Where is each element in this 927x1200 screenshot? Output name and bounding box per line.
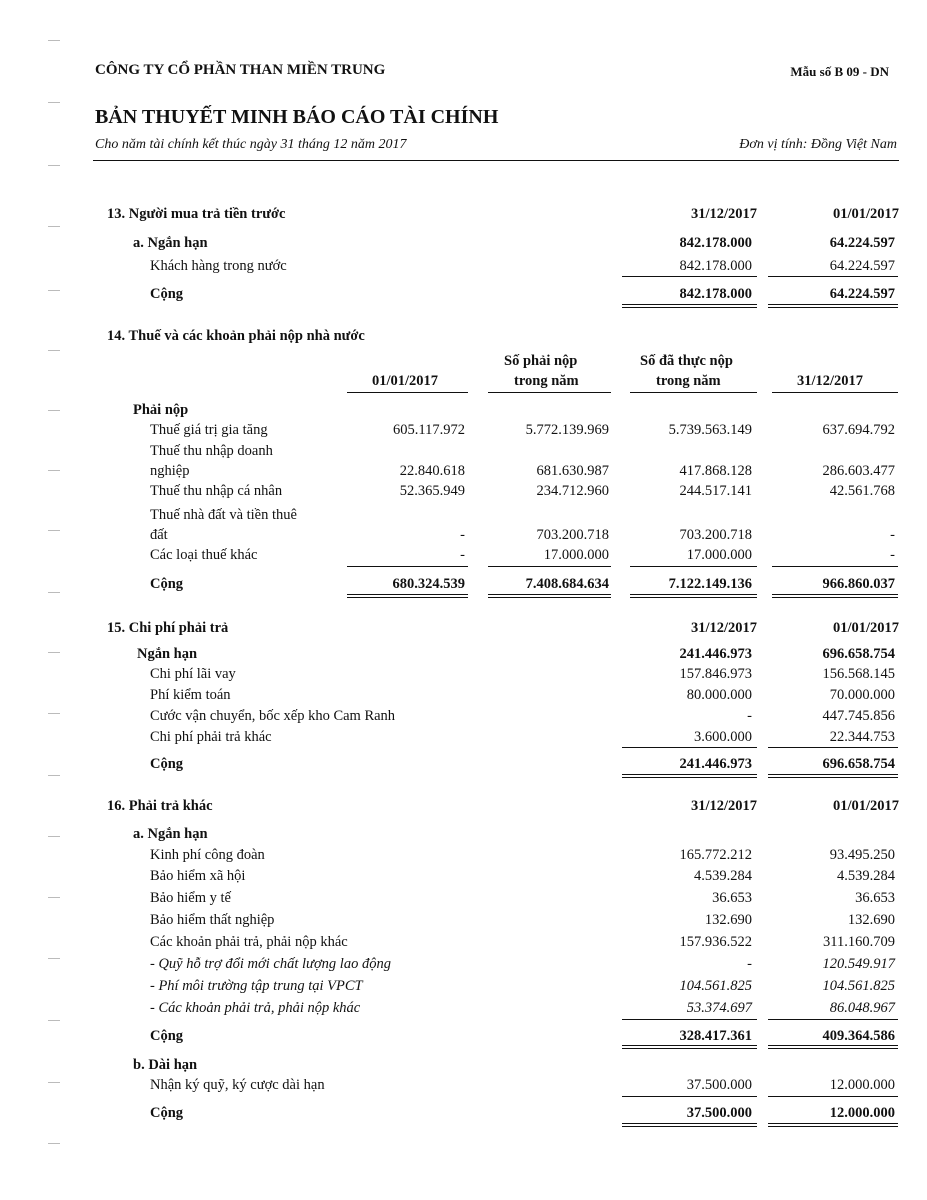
s14-col3-header-a: Số đã thực nộp: [640, 353, 733, 369]
s16-row-v2: 86.048.967: [829, 1000, 895, 1016]
s14-col3-header-b: trong năm: [656, 373, 721, 389]
s14-row-v3: 703.200.718: [679, 527, 752, 543]
s14-row-label-cont: đất: [150, 527, 168, 543]
section-16-title: 16. Phải trả khác: [107, 798, 213, 814]
s13-subtotal-v2: 64.224.597: [829, 235, 895, 251]
rule: [347, 566, 468, 567]
form-number: Mẫu số B 09 - DN: [790, 64, 889, 79]
s16-row-v1: 157.936.522: [679, 934, 752, 950]
s15-subtotal-label: Ngắn hạn: [137, 646, 198, 662]
s15-col-header-1: 31/12/2017: [690, 620, 757, 636]
s14-row-label: Thuế thu nhập cá nhân: [150, 483, 283, 499]
s15-row-v1: 157.846.973: [679, 666, 752, 682]
s13-total-v1: 842.178.000: [679, 286, 752, 302]
s15-total-v2: 696.658.754: [822, 756, 895, 772]
s13-total-label: Cộng: [150, 286, 184, 302]
s16-row-v2: 36.653: [855, 890, 895, 906]
rule: [768, 1096, 898, 1097]
rule: [768, 1045, 898, 1049]
rule: [347, 594, 468, 598]
s15-row-v2: 156.568.145: [822, 666, 895, 682]
document-title: BẢN THUYẾT MINH BÁO CÁO TÀI CHÍNH: [95, 106, 499, 128]
s16-row-label: Các khoản phải trả, phải nộp khác: [150, 934, 348, 950]
s14-total-v2: 7.408.684.634: [525, 576, 609, 592]
s14-row-v2: 17.000.000: [543, 547, 609, 563]
s14-row-label: Thuế nhà đất và tiền thuê: [150, 507, 297, 523]
s16-row-label: Bảo hiểm y tế: [150, 890, 231, 906]
s14-row-v1: -: [460, 527, 465, 543]
s15-total-label: Cộng: [150, 756, 184, 772]
s14-col1-header: 01/01/2017: [372, 373, 439, 389]
s15-row-label: Cước vận chuyển, bốc xếp kho Cam Ranh: [150, 708, 396, 724]
s16-row-label-italic: - Các khoản phải trả, phải nộp khác: [150, 1000, 361, 1016]
reporting-period: Cho năm tài chính kết thúc ngày 31 tháng 12 năm 2017: [95, 137, 407, 152]
rule: [772, 566, 898, 567]
s15-total-v1: 241.446.973: [679, 756, 752, 772]
s14-row-v4: -: [890, 527, 895, 543]
s15-row-label: Phí kiểm toán: [150, 687, 231, 703]
s16-row-v2: 12.000.000: [829, 1077, 895, 1093]
s14-row-v1: 22.840.618: [399, 463, 465, 479]
s16-total-b-label: Cộng: [150, 1105, 184, 1121]
s16-row-v1: 36.653: [712, 890, 752, 906]
rule: [630, 566, 757, 567]
s16-row-v2: 120.549.917: [822, 956, 895, 972]
rule: [347, 392, 468, 393]
section-15-title: 15. Chi phí phải trả: [107, 620, 229, 636]
s13-subtotal-v1: 842.178.000: [679, 235, 752, 251]
s14-row-v2: 234.712.960: [536, 483, 609, 499]
s16-row-v2: 93.495.250: [829, 847, 895, 863]
s15-col-header-2: 01/01/2017: [832, 620, 899, 636]
currency-unit: Đơn vị tính: Đồng Việt Nam: [739, 137, 897, 152]
rule: [768, 304, 898, 308]
rule: [488, 594, 611, 598]
s14-total-v1: 680.324.539: [392, 576, 465, 592]
rule: [768, 276, 898, 277]
s14-row-v4: 637.694.792: [822, 422, 895, 438]
s16-sub-b-label: b. Dài hạn: [133, 1057, 198, 1073]
s14-row-v3: 17.000.000: [686, 547, 752, 563]
rule: [768, 1019, 898, 1020]
s14-row-v3: 5.739.563.149: [668, 422, 752, 438]
s16-row-v1: 104.561.825: [679, 978, 752, 994]
s16-row-v2: 311.160.709: [823, 934, 895, 950]
s14-row-v2: 681.630.987: [536, 463, 609, 479]
s14-row-v4: 42.561.768: [829, 483, 895, 499]
s14-row-v3: 417.868.128: [679, 463, 752, 479]
rule: [622, 304, 757, 308]
s13-col-header-1: 31/12/2017: [690, 206, 757, 222]
s16-col-header-2: 01/01/2017: [832, 798, 899, 814]
rule: [630, 594, 757, 598]
s14-row-v1: 52.365.949: [399, 483, 465, 499]
s14-row-label: Thuế giá trị gia tăng: [150, 422, 268, 438]
s16-row-v1: 53.374.697: [686, 1000, 752, 1016]
s16-row-v1: -: [747, 956, 752, 972]
s14-row-v3: 244.517.141: [679, 483, 752, 499]
s14-total-v4: 966.860.037: [822, 576, 895, 592]
s15-row-v1: 3.600.000: [694, 729, 752, 745]
s14-group-label: Phải nộp: [133, 402, 189, 418]
s16-total-a-v2: 409.364.586: [822, 1028, 895, 1044]
s14-row-label: Thuế thu nhập doanh: [150, 443, 273, 459]
rule: [772, 594, 898, 598]
s15-row-v2: 70.000.000: [829, 687, 895, 703]
s14-row-v1: 605.117.972: [393, 422, 465, 438]
s16-total-b-v2: 12.000.000: [829, 1105, 895, 1121]
s14-col4-header: 31/12/2017: [797, 373, 864, 389]
s14-row-v2: 703.200.718: [536, 527, 609, 543]
s15-row-label: Chi phí phải trả khác: [150, 729, 272, 745]
section-13-title: 13. Người mua trả tiền trước: [107, 206, 286, 222]
rule: [622, 1045, 757, 1049]
s16-total-a-label: Cộng: [150, 1028, 184, 1044]
section-14-title: 14. Thuế và các khoản phải nộp nhà nước: [107, 328, 365, 344]
rule: [622, 1096, 757, 1097]
s13-row-v2: 64.224.597: [829, 258, 895, 274]
s15-row-v2: 22.344.753: [829, 729, 895, 745]
s15-subtotal-v2: 696.658.754: [822, 646, 895, 662]
s15-subtotal-v1: 241.446.973: [679, 646, 752, 662]
s14-row-v1: -: [460, 547, 465, 563]
s16-row-v2: 104.561.825: [822, 978, 895, 994]
s16-col-header-1: 31/12/2017: [690, 798, 757, 814]
s13-row-v1: 842.178.000: [679, 258, 752, 274]
company-name: CÔNG TY CỔ PHẦN THAN MIỀN TRUNG: [95, 62, 386, 78]
rule: [622, 747, 757, 748]
s16-row-v1: 37.500.000: [686, 1077, 752, 1093]
s16-sub-a-label: a. Ngắn hạn: [133, 826, 208, 842]
rule: [622, 774, 757, 778]
s16-row-v1: 4.539.284: [694, 868, 752, 884]
s16-row-label-italic: - Quỹ hỗ trợ đổi mới chất lượng lao động: [150, 956, 391, 972]
s16-total-a-v1: 328.417.361: [679, 1028, 752, 1044]
s14-col2-header-a: Số phải nộp: [504, 353, 578, 369]
s14-row-v2: 5.772.139.969: [525, 422, 609, 438]
s16-row-label: Kinh phí công đoàn: [150, 847, 265, 863]
rule: [622, 1123, 757, 1127]
rule: [488, 566, 611, 567]
s16-row-label: Bảo hiểm xã hội: [150, 868, 246, 884]
s13-col-header-2: 01/01/2017: [832, 206, 899, 222]
rule: [622, 1019, 757, 1020]
s14-row-v4: 286.603.477: [822, 463, 895, 479]
s14-row-label: Các loại thuế khác: [150, 547, 258, 563]
s15-row-v2: 447.745.856: [822, 708, 895, 724]
s14-row-label-cont: nghiệp: [150, 463, 190, 479]
s14-col2-header-b: trong năm: [514, 373, 579, 389]
s16-row-v2: 4.539.284: [837, 868, 895, 884]
rule: [488, 392, 611, 393]
s16-row-v1: 132.690: [704, 912, 752, 928]
rule: [768, 747, 898, 748]
s16-row-v2: 132.690: [847, 912, 895, 928]
s14-total-v3: 7.122.149.136: [668, 576, 752, 592]
s16-total-b-v1: 37.500.000: [686, 1105, 752, 1121]
s16-row-v1: 165.772.212: [679, 847, 752, 863]
rule: [768, 1123, 898, 1127]
header-rule: [93, 160, 899, 161]
s14-total-label: Cộng: [150, 576, 184, 592]
rule: [622, 276, 757, 277]
s13-row-label: Khách hàng trong nước: [150, 258, 287, 274]
s15-row-v1: -: [747, 708, 752, 724]
s15-row-label: Chi phí lãi vay: [150, 666, 236, 682]
rule: [630, 392, 757, 393]
s16-row-label: Bảo hiểm thất nghiệp: [150, 912, 275, 928]
s16-row-label-italic: - Phí môi trường tập trung tại VPCT: [150, 978, 363, 994]
s13-subtotal-label: a. Ngắn hạn: [133, 235, 208, 251]
s16-row-label: Nhận ký quỹ, ký cược dài hạn: [150, 1077, 325, 1093]
s13-total-v2: 64.224.597: [829, 286, 895, 302]
s14-row-v4: -: [890, 547, 895, 563]
s15-row-v1: 80.000.000: [686, 687, 752, 703]
rule: [772, 392, 898, 393]
rule: [768, 774, 898, 778]
